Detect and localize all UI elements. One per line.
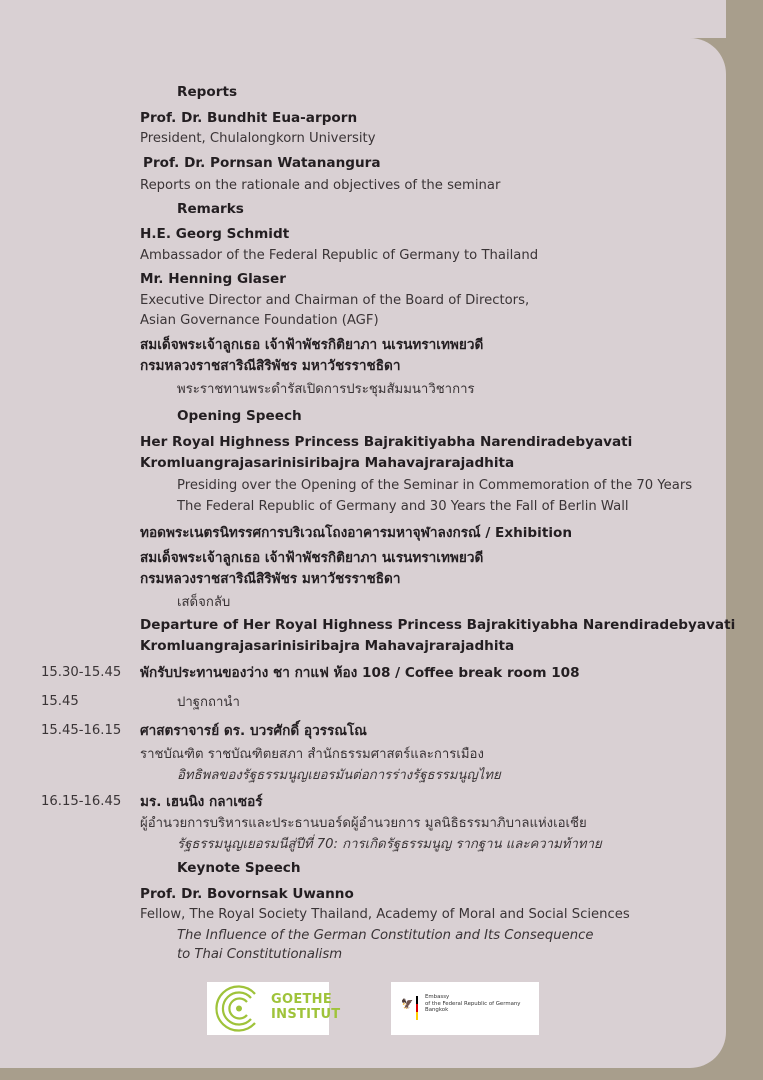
embassy-line1: Embassy <box>425 994 450 1000</box>
german-embassy-logo <box>391 982 539 1035</box>
entry-heading: ศาสตราจารย์ ดร. บวรศักดิ์ อุวรรณโณ <box>140 723 367 739</box>
entry-detail: Executive Director and Chairman of the Board of Directors, <box>140 293 530 308</box>
eagle-icon: 🦅 <box>401 999 414 1010</box>
entry-heading: Opening Speech <box>177 408 302 424</box>
entry-detail: ราชบัณฑิต ราชบัณฑิตยสภา สำนักธรรมศาสตร์และการเมือง <box>140 747 484 762</box>
entry-heading: Prof. Dr. Pornsan Watanangura <box>143 155 381 171</box>
time-label: 15.45 <box>41 694 79 709</box>
entry-heading: Prof. Dr. Bundhit Eua-arporn <box>140 110 358 126</box>
goethe-swirl-icon <box>207 982 267 1035</box>
entry-detail: พระราชทานพระดำรัสเปิดการประชุมสัมมนาวิชาการ <box>177 382 475 397</box>
entry-heading: Kromluangrajasarinisiribajra Mahavajrarajadhita <box>140 455 515 471</box>
entry-heading: Keynote Speech <box>177 860 301 876</box>
entry-detail: ปาฐกถานำ <box>177 695 240 710</box>
entry-heading: มร. เฮนนิง กลาเซอร์ <box>140 794 263 810</box>
time-label: 15.45-16.15 <box>41 723 122 738</box>
entry-heading: H.E. Georg Schmidt <box>140 226 290 242</box>
entry-heading: Her Royal Highness Princess Bajrakitiyabha Narendiradebyavati <box>140 434 633 450</box>
entry-detail: เสด็จกลับ <box>177 595 231 610</box>
entry-heading: สมเด็จพระเจ้าลูกเธอ เจ้าฟ้าพัชรกิติยาภา นเรนทราเทพยวดี <box>140 550 484 566</box>
entry-heading: Mr. Henning Glaser <box>140 271 286 287</box>
embassy-line3: Bangkok <box>425 1007 449 1013</box>
goethe-line2: INSTITUT <box>271 1007 341 1022</box>
entry-detail: ผู้อำนวยการบริหารและประธานบอร์ดผู้อำนวยการ มูลนิธิธรรมาภิบาลแห่งเอเชีย <box>140 816 587 831</box>
entry-heading: ทอดพระเนตรนิทรรศการบริเวณโถงอาคารมหาจุฬาลงกรณ์ / Exhibition <box>140 525 572 541</box>
entry-heading: กรมหลวงราชสาริณีสิริพัชร มหาวัชรราชธิดา <box>140 358 401 374</box>
entry-detail: Reports on the rationale and objectives of the seminar <box>140 178 501 193</box>
entry-topic: The Influence of the German Constitution and Its Consequence <box>177 928 594 943</box>
goethe-institut-logo <box>207 982 341 1035</box>
embassy-line2: of the Federal Republic of Germany <box>425 1000 521 1007</box>
entry-detail: Fellow, The Royal Society Thailand, Academy of Moral and Social Sciences <box>140 907 630 922</box>
page-right-border <box>726 0 763 1080</box>
entry-detail: Ambassador of the Federal Republic of Germany to Thailand <box>140 248 539 263</box>
entry-topic: รัฐธรรมนูญเยอรมนีสู่ปีที่ 70: การเกิดรัฐธรรมนูญ รากฐาน และความท้าทาย <box>177 837 602 852</box>
time-label: 15.30-15.45 <box>41 665 122 680</box>
page-top-background <box>0 0 763 38</box>
entry-detail: Asian Governance Foundation (AGF) <box>140 313 379 328</box>
entry-heading: พักรับประทานของว่าง ชา กาแฟ ห้อง 108 / Coffee break room 108 <box>140 665 580 681</box>
entry-detail: The Federal Republic of Germany and 30 Years the Fall of Berlin Wall <box>177 499 629 514</box>
entry-heading: Prof. Dr. Bovornsak Uwanno <box>140 886 354 902</box>
entry-heading: สมเด็จพระเจ้าลูกเธอ เจ้าฟ้าพัชรกิติยาภา นเรนทราเทพยวดี <box>140 337 484 353</box>
entry-topic: to Thai Constitutionalism <box>177 947 343 962</box>
time-label: 16.15-16.45 <box>41 794 122 809</box>
goethe-line1: GOETHE <box>271 992 333 1007</box>
entry-topic: อิทธิพลของรัฐธรรมนูญเยอรมันต่อการร่างรัฐธรรมนูญไทย <box>177 768 501 783</box>
entry-heading: Reports <box>177 84 238 100</box>
entry-heading: Remarks <box>177 201 244 217</box>
entry-detail: Presiding over the Opening of the Seminar in Commemoration of the 70 Years <box>177 478 693 493</box>
entry-heading: กรมหลวงราชสาริณีสิริพัชร มหาวัชรราชธิดา <box>140 571 401 587</box>
german-flag-icon <box>416 996 418 1020</box>
entry-heading: Kromluangrajasarinisiribajra Mahavajrarajadhita <box>140 638 515 654</box>
entry-detail: President, Chulalongkorn University <box>140 131 376 146</box>
entry-heading: Departure of Her Royal Highness Princess Bajrakitiyabha Narendiradebyavati <box>140 617 736 633</box>
